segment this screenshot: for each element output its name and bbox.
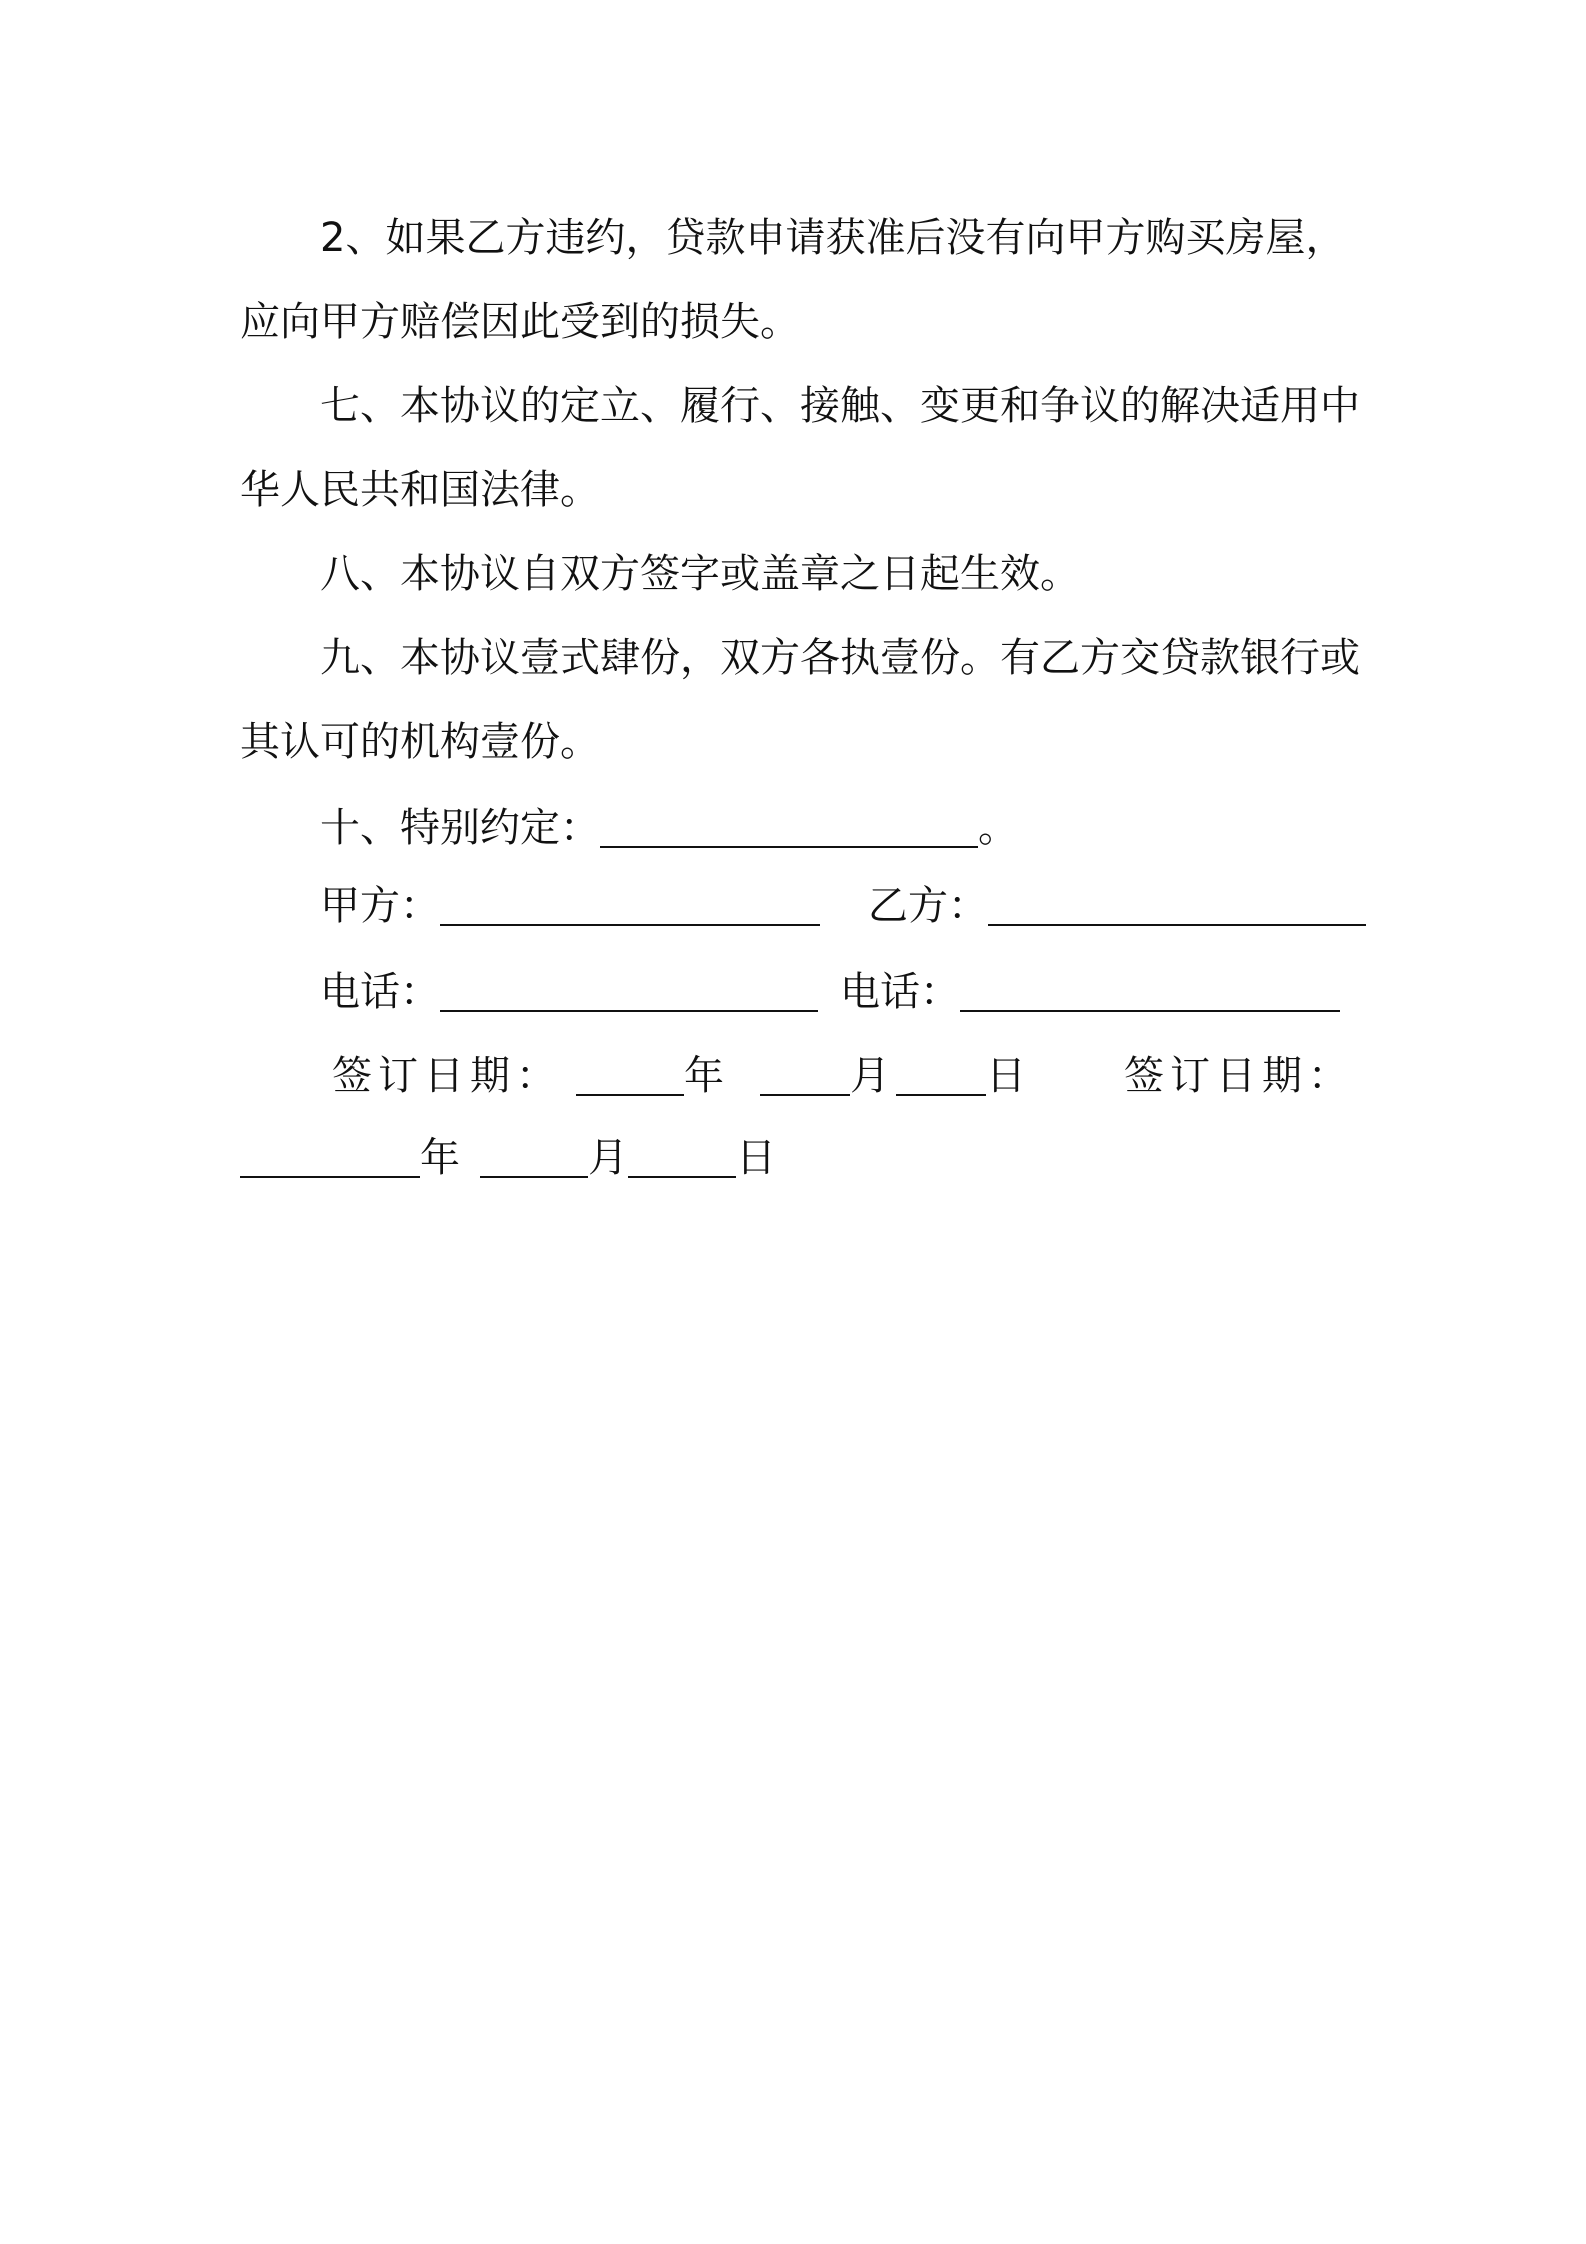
sign-date-a-line	[332, 1046, 1032, 1106]
sign-date-b-fields-line	[240, 1128, 776, 1188]
party-a-label: 甲方：	[320, 883, 440, 929]
sign-date-b-day-field[interactable]	[628, 1134, 736, 1178]
sign-date-a-label: 签订日期：	[332, 1053, 562, 1099]
special-agreement-end: 。	[978, 805, 1018, 851]
special-agreement-line	[320, 798, 1018, 858]
sign-date-b-line	[1124, 1046, 1354, 1106]
sign-date-b-label: 签订日期：	[1124, 1053, 1354, 1099]
phone-b-label: 电话：	[840, 969, 960, 1015]
sign-date-b-month-label: 月	[588, 1135, 628, 1181]
sign-date-a-month-label: 月	[850, 1053, 896, 1099]
special-agreement-label: 十、特别约定：	[320, 805, 600, 851]
sign-date-a-month-field[interactable]	[760, 1052, 850, 1096]
phone-a-field[interactable]	[440, 968, 818, 1012]
clause-7-paragraph: 七、本协议的定立、履行、接触、变更和争议的解决适用中华人民共和国法律。	[240, 383, 1360, 513]
party-b-line	[868, 876, 1366, 936]
special-agreement-field[interactable]	[600, 804, 978, 848]
party-b-label: 乙方：	[868, 883, 988, 929]
party-a-line	[320, 876, 820, 936]
phone-b-line	[840, 962, 1340, 1022]
clause-2-paragraph: 2、如果乙方违约，贷款申请获准后没有向甲方购买房屋，应向甲方赔偿因此受到的损失。	[240, 215, 1346, 345]
clause-8-paragraph: 八、本协议自双方签字或盖章之日起生效。	[320, 551, 1080, 597]
sign-date-a-year-field[interactable]	[576, 1052, 684, 1096]
sign-date-a-year-label: 年	[684, 1053, 730, 1099]
sign-date-b-day-label: 日	[736, 1135, 776, 1181]
sign-date-a-day-field[interactable]	[896, 1052, 986, 1096]
phone-a-line	[320, 962, 818, 1022]
sign-date-a-day-label: 日	[986, 1053, 1032, 1099]
party-b-field[interactable]	[988, 882, 1366, 926]
clause-9-paragraph: 九、本协议壹式肆份，双方各执壹份。有乙方交贷款银行或其认可的机构壹份。	[240, 635, 1360, 765]
party-a-field[interactable]	[440, 882, 820, 926]
sign-date-b-year-field[interactable]	[240, 1134, 420, 1178]
phone-b-field[interactable]	[960, 968, 1340, 1012]
phone-a-label: 电话：	[320, 969, 440, 1015]
sign-date-b-month-field[interactable]	[480, 1134, 588, 1178]
sign-date-b-year-label: 年	[420, 1135, 460, 1181]
